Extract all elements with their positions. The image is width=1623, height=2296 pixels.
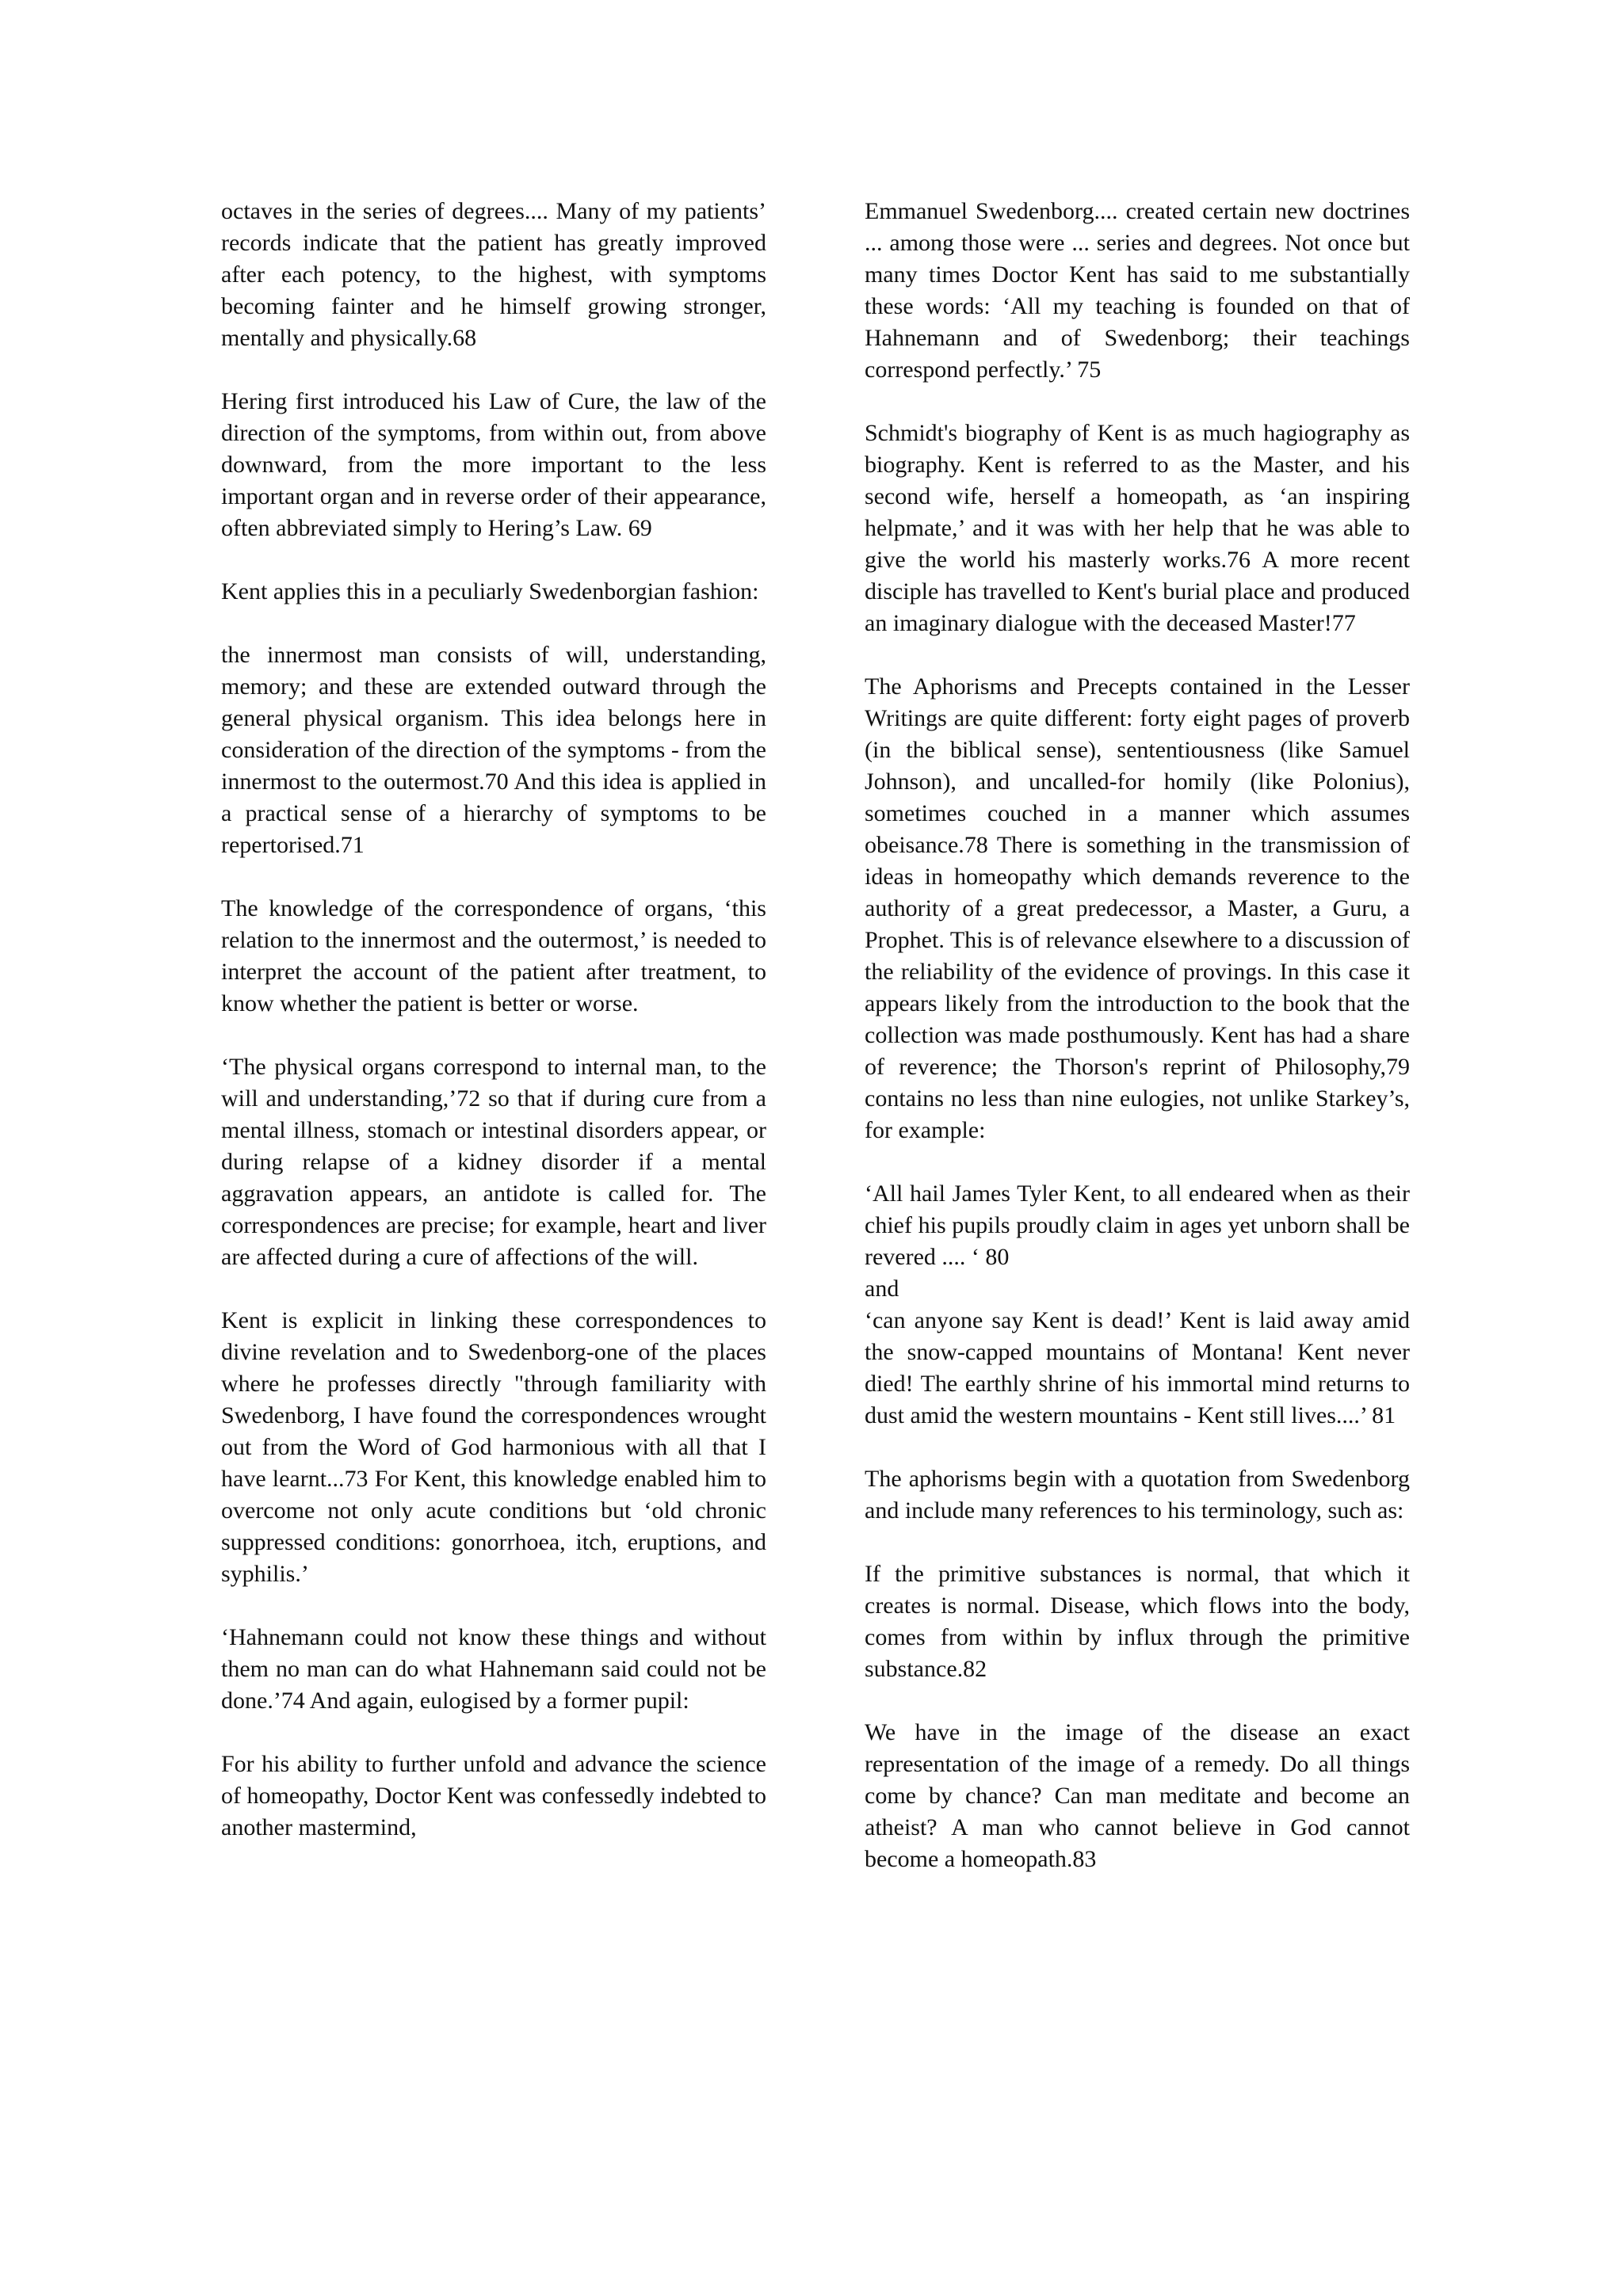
eulogy-quote: ‘can anyone say Kent is dead!’ Kent is laid away amid the snow-capped mountains of Montana! Kent never died! The earthly shrine of his immortal mind returns to dust amid the western mountains - Kent still lives....’ 81 [865, 1307, 1410, 1428]
paragraph: The Aphorisms and Precepts contained in the Lesser Writings are quite different: forty eight pages of proverb (in the biblical sense), sententiousness (like Samuel Johnson), and uncalled-for homily (like Polonius), sometimes couched in a manner which assumes obeisance.78 There is something in the transmission of ideas in homeopathy which demands reverence to the authority of a great predecessor, a Master, a Guru, a Prophet. This is of relevance elsewhere to a discussion of the reliability of the evidence of provings. In this case it appears likely from the introduction to the book that the collection was made posthumously. Kent has had a share of reverence; the Thorson's reprint of Philosophy,79 contains no less than nine eulogies, not unlike Starkey’s, for example: [865, 673, 1410, 1143]
paragraph: Hering first introduced his Law of Cure, the law of the direction of the symptoms, from within out, from above downward, from the more important to the less important organ and in reverse order of their appearance, often abbreviated simply to Hering’s Law. 69 [221, 388, 766, 541]
paragraph: octaves in the series of degrees.... Many of my patients’ records indicate that the patient has greatly improved after each potency, to the highest, with symptoms becoming fainter and he himself growing stronger, mentally and physically.68 [221, 198, 766, 351]
block-quote: For his ability to further unfold and advance the science of homeopathy, Doctor Kent was confessedly indebted to another mastermind, [221, 1751, 766, 1840]
eulogy-quote: ‘All hail James Tyler Kent, to all endeared when as their chief his pupils proudly claim in ages yet unborn shall be revered .... ‘ 80 [865, 1180, 1410, 1270]
block-quote: Emmanuel Swedenborg.... created certain new doctrines ... among those were ... series and degrees. Not once but many times Doctor Kent has said to me substantially these words: ‘All my teaching is founded on that of Hahnemann and of Swedenborg; their teachings correspond perfectly.’ 75 [865, 198, 1410, 383]
connector-text: and [865, 1276, 899, 1302]
left-column [221, 196, 766, 1844]
paragraph: Kent is explicit in linking these correspondences to divine revelation and to Swedenborg-one of the places where he professes directly "through familiarity with Swedenborg, I have found the correspondences wrought out from the Word of God harmonious with all that I have learnt...73 For Kent, this knowledge enabled him to overcome not only acute conditions but ‘old chronic suppressed conditions: gonorrhoea, itch, eruptions, and syphilis.’ [221, 1307, 766, 1587]
block-quote: We have in the image of the disease an exact representation of the image of a remedy. Do all things come by chance? Can man meditate and become an atheist? A man who cannot believe in God cannot become a homeopath.83 [865, 1719, 1410, 1872]
paragraph: Schmidt's biography of Kent is as much hagiography as biography. Kent is referred to as the Master, and his second wife, herself a homeopath, as ‘an inspiring helpmate,’ and it was with her help that he was able to give the world his masterly works.76 A more recent disciple has travelled to Kent's burial place and produced an imaginary dialogue with the deceased Master!77 [865, 420, 1410, 636]
paragraph: The aphorisms begin with a quotation from Swedenborg and include many references to his terminology, such as: [865, 1466, 1410, 1524]
paragraph: The knowledge of the correspondence of organs, ‘this relation to the innermost and the outermost,’ is needed to interpret the account of the patient after treatment, to know whether the patient is better or worse. [221, 895, 766, 1016]
block-quote: If the primitive substances is normal, that which it creates is normal. Disease, which flows into the body, comes from within by influx through the primitive substance.82 [865, 1561, 1410, 1682]
block-quote: the innermost man consists of will, understanding, memory; and these are extended outward through the general physical organism. This idea belongs here in consideration of the direction of the symptoms - from the innermost to the outermost.70 And this idea is applied in a practical sense of a hierarchy of symptoms to be repertorised.71 [221, 642, 766, 858]
right-column [865, 196, 1410, 1875]
paragraph: Kent applies this in a peculiarly Swedenborgian fashion: [221, 578, 759, 605]
paragraph: ‘The physical organs correspond to internal man, to the will and understanding,’72 so that if during cure from a mental illness, stomach or intestinal disorders appear, or during relapse of a kidney disorder if a mental aggravation appears, an antidote is called for. The correspondences are precise; for example, heart and liver are affected during a cure of affections of the will. [221, 1054, 766, 1270]
paragraph: ‘Hahnemann could not know these things and without them no man can do what Hahnemann said could not be done.’74 And again, eulogised by a former pupil: [221, 1624, 766, 1714]
